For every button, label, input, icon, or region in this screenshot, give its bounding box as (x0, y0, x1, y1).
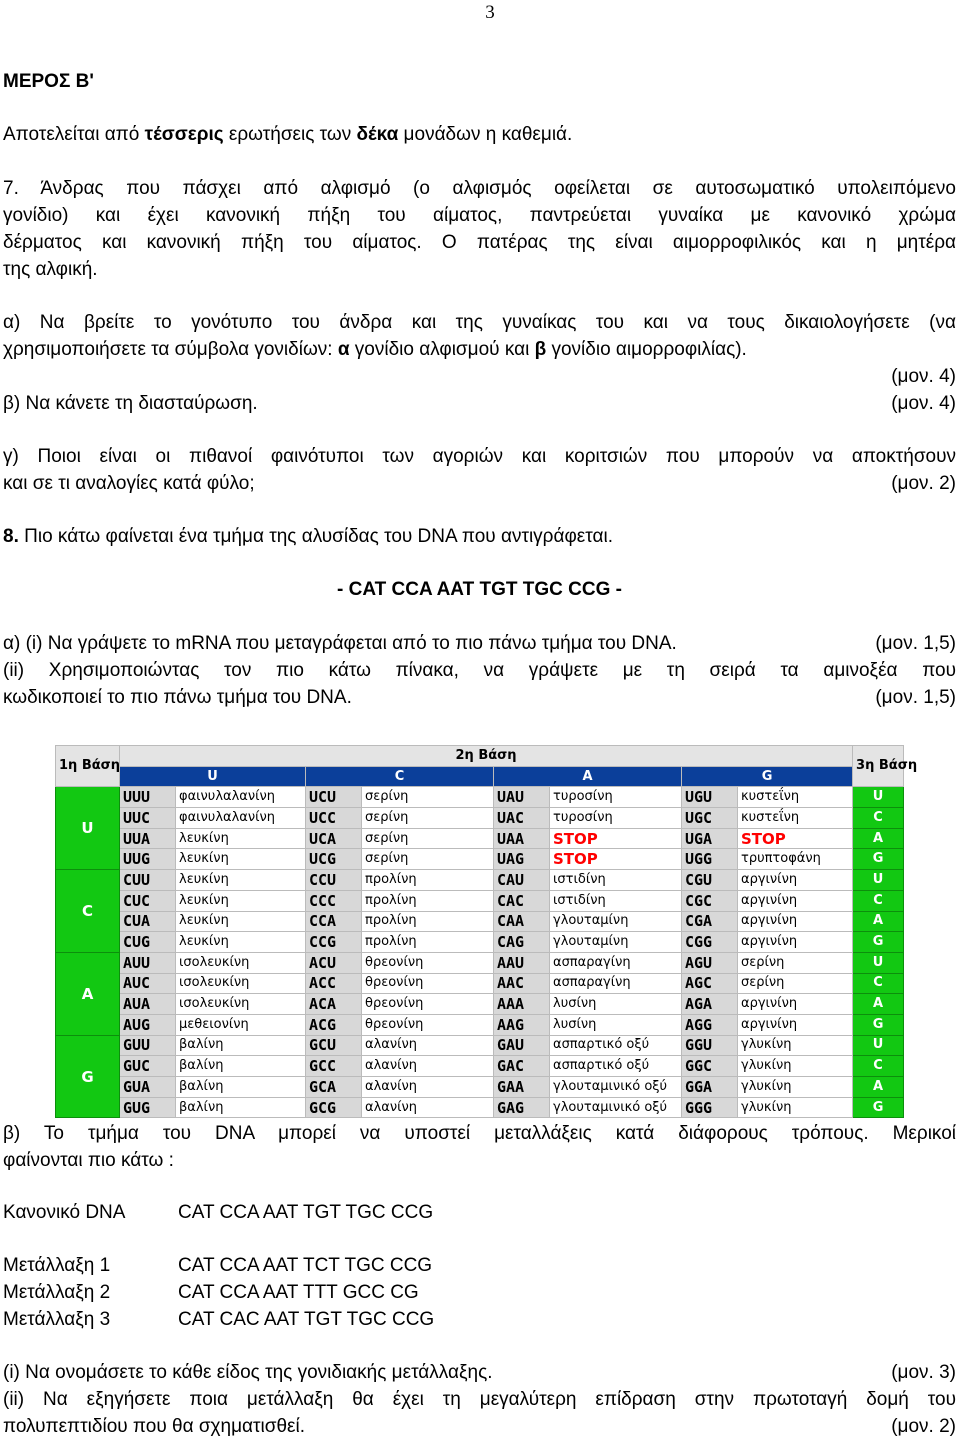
table-row (56, 1035, 904, 1056)
stop-codon-cell: STOP (550, 828, 682, 849)
dna-row-label: Μετάλλαξη 1 (3, 1255, 111, 1276)
codon-cell: CGC (682, 890, 738, 911)
table-row (56, 828, 904, 849)
codon-cell: AGG (682, 1014, 738, 1035)
q8b-i (3, 1359, 956, 1386)
codon-cell: AUU (120, 952, 176, 973)
codon-cell: CAC (494, 890, 550, 911)
codon-cell: GUG (120, 1097, 176, 1118)
third-base-label: A (853, 994, 904, 1015)
q8a-i-marks: (μον. 1,5) (875, 633, 956, 654)
codon-cell: GAA (494, 1077, 550, 1098)
q8b-ii-marks: (μον. 2) (891, 1416, 956, 1437)
codon-cell: GCA (306, 1077, 362, 1098)
amino-acid-cell: ιστιδίνη (550, 870, 682, 891)
third-base-label: A (853, 911, 904, 932)
table-row (56, 1077, 904, 1098)
table-header-row (56, 766, 904, 787)
q8a-ii-text: κωδικοποιεί το πιο πάνω τμήμα του DNA. (3, 687, 352, 708)
q8b-ii (3, 1413, 956, 1440)
codon-cell: GCC (306, 1056, 362, 1077)
first-base-label: C (56, 870, 120, 953)
codon-cell: UUC (120, 808, 176, 829)
third-base-label: G (853, 1014, 904, 1035)
q7a-line: χρησιμοποιήσετε τα σύμβολα γονιδίων: α γονίδιο αλφισμού και β γονίδιο αιμορροφιλίας). (3, 339, 747, 360)
third-base-label: G (853, 849, 904, 870)
codon-cell: CGA (682, 911, 738, 932)
codon-cell: GUA (120, 1077, 176, 1098)
dna-row-label: Μετάλλαξη 2 (3, 1282, 111, 1303)
codon-cell: ACA (306, 994, 362, 1015)
codon-cell: UAA (494, 828, 550, 849)
table-row (56, 932, 904, 953)
codon-cell: CAG (494, 932, 550, 953)
amino-acid-cell: λευκίνη (176, 911, 306, 932)
codon-cell: CUG (120, 932, 176, 953)
q7-stem-line: γονίδιο) και έχει κανονική πήξη του αίματος, παντρεύεται γυναίκα με κανονικό χρώμα (3, 205, 956, 226)
amino-acid-cell: αργινίνη (738, 911, 853, 932)
codon-cell: UCG (306, 849, 362, 870)
q8b-ii-line: (ii) Να εξηγήσετε ποια μετάλλαξη θα έχει τη μεγαλύτερη επίδραση στην πρωτοταγή δομή του (3, 1389, 956, 1410)
amino-acid-cell: γλυκίνη (738, 1056, 853, 1077)
amino-acid-cell: μεθειονίνη (176, 1014, 306, 1035)
amino-acid-cell: αλανίνη (362, 1035, 494, 1056)
codon-cell: GGA (682, 1077, 738, 1098)
q7-stem-line: 7. Άνδρας που πάσχει από αλφισμό (ο αλφισμός οφείλεται σε αυτοσωματικό υπολειπόμενο (3, 178, 956, 199)
first-base-label: G (56, 1035, 120, 1118)
codon-cell: ACU (306, 952, 362, 973)
part-intro: Αποτελείται από τέσσερις ερωτήσεις των δέκα μονάδων η καθεμιά. (3, 124, 573, 145)
second-base-header: 2η Βάση (120, 746, 853, 767)
table-row (56, 994, 904, 1015)
third-base-label: U (853, 787, 904, 808)
dna-row-seq: CAT CAC AAT TGT TGC CCG (178, 1309, 435, 1330)
codon-cell: AUA (120, 994, 176, 1015)
third-base-label: C (853, 973, 904, 994)
third-base-label: A (853, 828, 904, 849)
amino-acid-cell: σερίνη (738, 973, 853, 994)
amino-acid-cell: γλυκίνη (738, 1097, 853, 1118)
codon-cell: GCG (306, 1097, 362, 1118)
q8a-i (3, 630, 956, 657)
third-base-label: A (853, 1077, 904, 1098)
dna-row (3, 1279, 956, 1306)
amino-acid-cell: αργινίνη (738, 870, 853, 891)
codon-cell: CAU (494, 870, 550, 891)
amino-acid-cell: κυστεΐνη (738, 787, 853, 808)
amino-acid-cell: βαλίνη (176, 1056, 306, 1077)
codon-cell: AGU (682, 952, 738, 973)
q8a-ii-line: (ii) Χρησιμοποιώντας τον πιο κάτω πίνακα, να γράψετε με τη σειρά τα αμινοξέα που (3, 660, 956, 681)
codon-cell: UAU (494, 787, 550, 808)
amino-acid-cell: φαινυλαλανίνη (176, 808, 306, 829)
codon-cell: CGG (682, 932, 738, 953)
dna-row (3, 1306, 956, 1333)
q7a-line: α) Να βρείτε το γονότυπο του άνδρα και της γυναίκας του και να τους δικαιολογήσετε (να (3, 312, 956, 333)
codon-cell: UCC (306, 808, 362, 829)
third-base-label: U (853, 1035, 904, 1056)
q7-stem-line: δέρματος και κανονική πήξη του αίματος. Ο πατέρας της είναι αιμορροφιλικός και η μητέρα (3, 232, 956, 253)
codon-cell: GAC (494, 1056, 550, 1077)
codon-cell: CCC (306, 890, 362, 911)
amino-acid-cell: θρεονίνη (362, 973, 494, 994)
q8b-ii-text: πολυπεπτιδίου που θα σχηματισθεί. (3, 1416, 306, 1437)
amino-acid-cell: σερίνη (362, 828, 494, 849)
third-base-label: U (853, 952, 904, 973)
table-row (56, 952, 904, 973)
codon-cell: GCU (306, 1035, 362, 1056)
table-row (56, 1014, 904, 1035)
table-row (56, 849, 904, 870)
codon-cell: GGC (682, 1056, 738, 1077)
dna-row-seq: CAT CCA AAT TGT TGC CCG (178, 1202, 434, 1223)
table-row (56, 787, 904, 808)
third-base-label: C (853, 1056, 904, 1077)
q7c-marks: (μον. 2) (891, 473, 956, 494)
amino-acid-cell: αργινίνη (738, 932, 853, 953)
dna-row-label: Μετάλλαξη 3 (3, 1309, 111, 1330)
table-row (56, 870, 904, 891)
amino-acid-cell: γλουταμινικό οξύ (550, 1077, 682, 1098)
amino-acid-cell: προλίνη (362, 932, 494, 953)
q7c-line: γ) Ποιοι είναι οι πιθανοί φαινότυποι των αγοριών και κοριτσιών που μπορούν να αποκτήσουν (3, 446, 956, 467)
codon-cell: ACG (306, 1014, 362, 1035)
table-row (56, 973, 904, 994)
amino-acid-cell: γλουταμινικό οξύ (550, 1097, 682, 1118)
codon-cell: UAG (494, 849, 550, 870)
amino-acid-cell: γλουταμίνη (550, 911, 682, 932)
dna-row (3, 1199, 956, 1226)
codon-cell: UUA (120, 828, 176, 849)
amino-acid-cell: λευκίνη (176, 870, 306, 891)
codon-cell: GUU (120, 1035, 176, 1056)
codon-cell: AUC (120, 973, 176, 994)
codon-cell: CCU (306, 870, 362, 891)
amino-acid-cell: αλανίνη (362, 1077, 494, 1098)
q8b-i-marks: (μον. 3) (891, 1362, 956, 1383)
amino-acid-cell: σερίνη (362, 849, 494, 870)
q8-stem: 8. Πιο κάτω φαίνεται ένα τμήμα της αλυσίδας του DNA που αντιγράφεται. (3, 526, 613, 547)
codon-cell: CUA (120, 911, 176, 932)
amino-acid-cell: τυροσίνη (550, 808, 682, 829)
amino-acid-cell: ισολευκίνη (176, 994, 306, 1015)
amino-acid-cell: λυσίνη (550, 994, 682, 1015)
table-row (56, 808, 904, 829)
q7b (3, 390, 956, 417)
second-base-label: A (494, 766, 682, 787)
q8a-ii-marks: (μον. 1,5) (875, 687, 956, 708)
amino-acid-cell: βαλίνη (176, 1077, 306, 1098)
dna-row-seq: CAT CCA AAT TCT TGC CCG (178, 1255, 433, 1276)
amino-acid-cell: βαλίνη (176, 1035, 306, 1056)
table-header-row (56, 746, 904, 767)
amino-acid-cell: αργινίνη (738, 890, 853, 911)
amino-acid-cell: βαλίνη (176, 1097, 306, 1118)
codon-cell: CAA (494, 911, 550, 932)
codon-cell: GAG (494, 1097, 550, 1118)
codon-cell: UGA (682, 828, 738, 849)
amino-acid-cell: ιστιδίνη (550, 890, 682, 911)
amino-acid-cell: σερίνη (362, 787, 494, 808)
codon-cell: CCG (306, 932, 362, 953)
amino-acid-cell: ασπαρτικό οξύ (550, 1056, 682, 1077)
codon-cell: UCA (306, 828, 362, 849)
codon-cell: AAA (494, 994, 550, 1015)
amino-acid-cell: ισολευκίνη (176, 952, 306, 973)
second-base-label: C (306, 766, 494, 787)
codon-cell: GUC (120, 1056, 176, 1077)
amino-acid-cell: ασπαραγίνη (550, 973, 682, 994)
genetic-code-table (55, 745, 918, 1118)
amino-acid-cell: σερίνη (362, 808, 494, 829)
amino-acid-cell: αλανίνη (362, 1097, 494, 1118)
codon-cell: AAG (494, 1014, 550, 1035)
amino-acid-cell: προλίνη (362, 870, 494, 891)
page-number: 3 (485, 2, 495, 23)
q7b-marks: (μον. 4) (891, 393, 956, 414)
amino-acid-cell: αργινίνη (738, 1014, 853, 1035)
amino-acid-cell: θρεονίνη (362, 994, 494, 1015)
amino-acid-cell: κυστεΐνη (738, 808, 853, 829)
first-base-label: A (56, 952, 120, 1035)
amino-acid-cell: λευκίνη (176, 890, 306, 911)
dna-row-seq: CAT CCA AAT TTT GCC CG (178, 1282, 419, 1303)
q7b-text: β) Να κάνετε τη διασταύρωση. (3, 393, 258, 414)
amino-acid-cell: θρεονίνη (362, 952, 494, 973)
amino-acid-cell: ισολευκίνη (176, 973, 306, 994)
codon-cell: AAC (494, 973, 550, 994)
codon-cell: UGU (682, 787, 738, 808)
q8b-i-text: (i) Να ονομάσετε το κάθε είδος της γονιδιακής μετάλλαξης. (3, 1362, 493, 1383)
dna-row (3, 1252, 956, 1279)
codon-cell: UUG (120, 849, 176, 870)
codon-cell: CGU (682, 870, 738, 891)
codon-cell: GAU (494, 1035, 550, 1056)
first-base-header: 1η Βάση (56, 746, 120, 787)
stop-codon-cell: STOP (738, 828, 853, 849)
table-row (56, 1097, 904, 1118)
first-base-label: U (56, 787, 120, 870)
amino-acid-cell: αλανίνη (362, 1056, 494, 1077)
codon-cell: CUC (120, 890, 176, 911)
amino-acid-cell: προλίνη (362, 890, 494, 911)
codon-cell: CUU (120, 870, 176, 891)
codon-cell: AAU (494, 952, 550, 973)
q8a-i-text: α) (i) Να γράψετε το mRNA που μεταγράφεται από το πιο πάνω τμήμα του DNA. (3, 633, 677, 654)
amino-acid-cell: αργινίνη (738, 994, 853, 1015)
q7c (3, 470, 956, 497)
stop-codon-cell: STOP (550, 849, 682, 870)
q7-stem-line: της αλφική. (3, 259, 98, 280)
part-title: ΜΕΡΟΣ Β' (3, 71, 94, 92)
amino-acid-cell: γλυκίνη (738, 1077, 853, 1098)
codon-cell: AGA (682, 994, 738, 1015)
q8b-line: φαίνονται πιο κάτω : (3, 1150, 174, 1171)
third-base-label: G (853, 932, 904, 953)
q7c-text: και σε τι αναλογίες κατά φύλο; (3, 473, 255, 494)
codon-cell: CCA (306, 911, 362, 932)
third-base-label: C (853, 890, 904, 911)
third-base-label: C (853, 808, 904, 829)
amino-acid-cell: λευκίνη (176, 932, 306, 953)
amino-acid-cell: γλυκίνη (738, 1035, 853, 1056)
amino-acid-cell: λευκίνη (176, 849, 306, 870)
amino-acid-cell: λυσίνη (550, 1014, 682, 1035)
amino-acid-cell: γλουταμίνη (550, 932, 682, 953)
third-base-label: G (853, 1097, 904, 1118)
amino-acid-cell: ασπαραγίνη (550, 952, 682, 973)
codon-cell: UGC (682, 808, 738, 829)
amino-acid-cell: φαινυλαλανίνη (176, 787, 306, 808)
codon-cell: UCU (306, 787, 362, 808)
second-base-label: U (120, 766, 306, 787)
codon-cell: UAC (494, 808, 550, 829)
dna-row-label: Κανονικό DNA (3, 1202, 126, 1223)
amino-acid-cell: προλίνη (362, 911, 494, 932)
amino-acid-cell: θρεονίνη (362, 1014, 494, 1035)
amino-acid-cell: λευκίνη (176, 828, 306, 849)
third-base-header: 3η Βάση (853, 746, 904, 787)
codon-cell: GGG (682, 1097, 738, 1118)
q7a-marks: (μον. 4) (891, 366, 956, 387)
amino-acid-cell: τυροσίνη (550, 787, 682, 808)
codon-cell: AUG (120, 1014, 176, 1035)
third-base-label: U (853, 870, 904, 891)
second-base-label: G (682, 766, 853, 787)
codon-cell: ACC (306, 973, 362, 994)
codon-cell: AGC (682, 973, 738, 994)
q8b-line: β) Το τμήμα του DNA μπορεί να υποστεί μεταλλάξεις κατά διάφορους τρόπους. Μερικοί (3, 1123, 956, 1144)
codon-cell: UUU (120, 787, 176, 808)
q8a-ii (3, 684, 956, 711)
amino-acid-cell: ασπαρτικό οξύ (550, 1035, 682, 1056)
amino-acid-cell: σερίνη (738, 952, 853, 973)
amino-acid-cell: τρυπτοφάνη (738, 849, 853, 870)
table-row (56, 890, 904, 911)
codon-cell: UGG (682, 849, 738, 870)
table-row (56, 1056, 904, 1077)
codon-cell: GGU (682, 1035, 738, 1056)
table-row (56, 911, 904, 932)
dna-strand: - CAT CCA AAT TGT TGC CCG - (337, 579, 622, 600)
